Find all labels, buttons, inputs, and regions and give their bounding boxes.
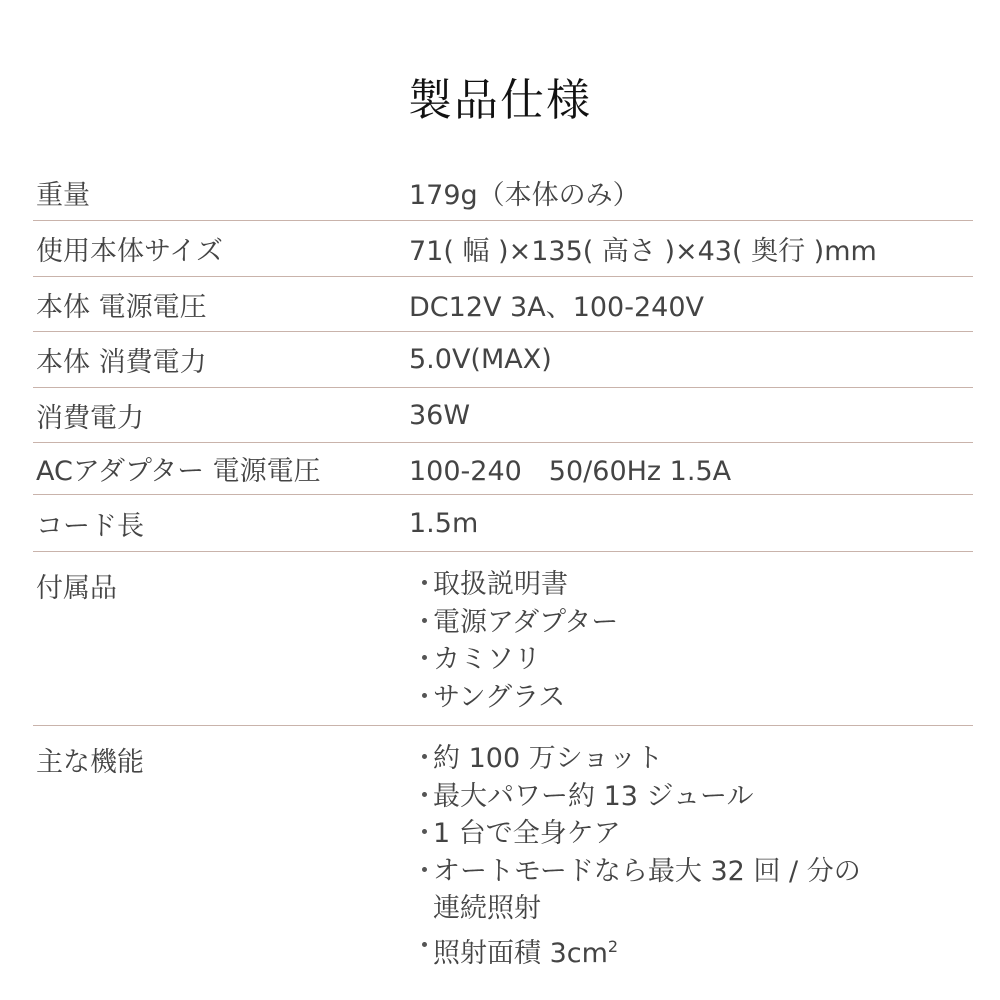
list-item-text: 取扱説明書 bbox=[433, 569, 568, 600]
spec-label: 本体 電源電圧 bbox=[36, 291, 207, 323]
spec-label: 付属品 bbox=[36, 573, 117, 604]
feature-list-cell bbox=[409, 726, 973, 996]
spec-row-cord-length bbox=[33, 495, 973, 552]
list-item bbox=[409, 604, 973, 642]
bullet-icon: ・ bbox=[411, 930, 438, 962]
bullet-icon: ・ bbox=[411, 780, 438, 812]
list-item bbox=[409, 641, 973, 679]
feature-list bbox=[409, 740, 973, 972]
spec-label: 使用本体サイズ bbox=[36, 236, 223, 267]
bullet-icon: ・ bbox=[411, 606, 438, 638]
spec-value: 179g（本体のみ） bbox=[409, 180, 640, 211]
spec-label: 消費電力 bbox=[36, 402, 144, 434]
list-item bbox=[409, 853, 973, 928]
list-item-text: 最大パワー約 13 ジュール bbox=[433, 780, 754, 812]
spec-label: 主な機能 bbox=[36, 747, 144, 778]
list-item-text: サングラス bbox=[433, 681, 566, 713]
list-item bbox=[409, 740, 973, 778]
list-item bbox=[409, 566, 973, 604]
spec-label: 本体 消費電力 bbox=[36, 347, 207, 378]
spec-label: 重量 bbox=[36, 180, 90, 211]
bullet-icon: ・ bbox=[411, 818, 438, 849]
list-item bbox=[409, 928, 973, 973]
bullet-icon: ・ bbox=[411, 644, 438, 675]
bullet-icon: ・ bbox=[411, 743, 438, 774]
spec-row-adapter-voltage bbox=[33, 443, 973, 495]
superscript-two: 2 bbox=[607, 936, 619, 956]
spec-row-power bbox=[33, 388, 973, 443]
spec-row-body-power bbox=[33, 332, 973, 388]
spec-value: 1.5m bbox=[409, 507, 479, 539]
list-item-text bbox=[433, 928, 618, 973]
spec-row-features bbox=[33, 726, 973, 996]
spec-row-body-voltage bbox=[33, 277, 973, 332]
accessory-list bbox=[409, 566, 973, 716]
list-item-text: カミソリ bbox=[433, 644, 541, 675]
spec-label: ACアダプター 電源電圧 bbox=[36, 456, 321, 487]
bullet-icon: ・ bbox=[411, 569, 438, 600]
list-item bbox=[409, 679, 973, 717]
spec-value: DC12V 3A、100-240V bbox=[409, 291, 704, 323]
list-item bbox=[409, 815, 973, 853]
spec-row-weight bbox=[33, 165, 973, 221]
spec-row-size bbox=[33, 221, 973, 277]
accessory-list-cell bbox=[409, 552, 973, 725]
spec-row-accessories bbox=[33, 552, 973, 726]
spec-value: 100-240 50/60Hz 1.5A bbox=[409, 456, 732, 487]
spec-label: コード長 bbox=[36, 510, 144, 542]
spec-table bbox=[33, 165, 973, 996]
list-item-text: オートモードなら最大 32 回 / 分の 連続照射 bbox=[433, 855, 861, 924]
list-item-text: 電源アダプター bbox=[433, 606, 619, 638]
spec-value: 71( 幅 )×135( 高さ )×43( 奥行 )mm bbox=[409, 236, 877, 267]
list-item bbox=[409, 778, 973, 816]
spec-value: 5.0V(MAX) bbox=[409, 344, 552, 375]
page-title: 製品仕様 bbox=[408, 75, 592, 126]
bullet-icon: ・ bbox=[411, 681, 438, 713]
bullet-icon: ・ bbox=[411, 855, 438, 887]
list-item-text: 約 100 万ショット bbox=[433, 743, 664, 774]
list-item-text: 1 台で全身ケア bbox=[433, 818, 621, 849]
spec-value: 36W bbox=[409, 399, 471, 431]
area-text: 照射面積 3cm bbox=[433, 937, 608, 969]
